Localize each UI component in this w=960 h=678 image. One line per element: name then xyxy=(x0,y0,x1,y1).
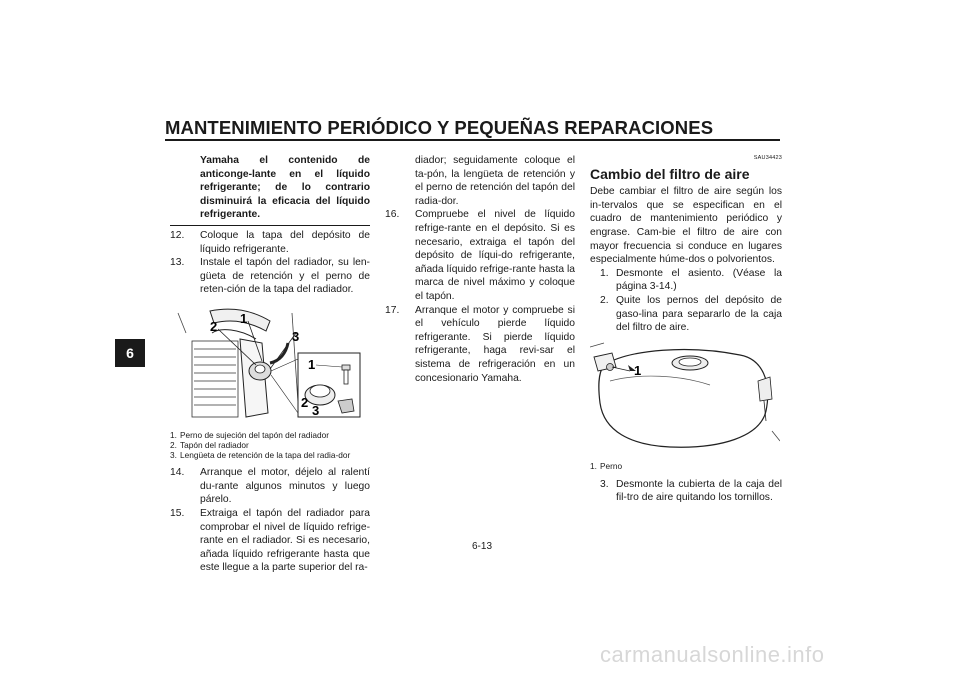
step-12 xyxy=(170,229,370,256)
step-number: 16. xyxy=(385,209,400,221)
step-13 xyxy=(170,256,370,297)
step-number: 12. xyxy=(170,229,185,241)
step-text: Quite los pernos del depósito de gaso-lina para separarlo de la caja del filtro de aire. xyxy=(616,294,782,334)
caption-number: 3. xyxy=(170,449,177,460)
step-number: 13. xyxy=(170,257,185,269)
step-number: 2. xyxy=(600,294,609,306)
step-text: Compruebe el nivel de líquido refrige-rante en el depósito. Si es necesario, extraiga el tapón del depósito de líqui-do refrigerante, añada líquido refrige-rante hasta la marca de nivel máximo y coloque el tapón. xyxy=(415,209,575,302)
caption-text: Lengüeta de retención de la tapa del radia-dor xyxy=(180,449,351,460)
step-number: 17. xyxy=(385,304,400,316)
section-intro: Debe cambiar el filtro de aire según los in-tervalos que se especifican en el cuadro de mantenimiento periódico y engrase. Cam-bie el filtro de aire con mayor frecuencia si conduce en lugares especialmente húme-dos o polvorientos. xyxy=(590,186,782,266)
caption-number: 1. xyxy=(590,461,597,472)
step-3 xyxy=(590,478,782,505)
section-heading: Cambio del filtro de aire xyxy=(590,165,750,182)
inset-callout-2: 2 xyxy=(301,394,309,410)
step-text: Extraiga el tapón del radiador para comprobar el nivel de líquido refrige-rante en el radiador. Si es necesario, añada líquido refrigerante hasta que este llegue a la parte superior del ra- xyxy=(200,507,370,574)
step-number: 15. xyxy=(170,507,185,519)
step-number: 3. xyxy=(600,478,609,490)
step-16 xyxy=(385,208,575,303)
caption-text: Tapón del radiador xyxy=(180,439,249,450)
callout-1: 1 xyxy=(240,310,248,326)
callout-1: 1 xyxy=(634,362,642,378)
caption-number: 2. xyxy=(170,439,177,450)
column-1 xyxy=(170,154,370,575)
step-text: Arranque el motor y compruebe si el vehículo pierde líquido refrigerante. Si pierde líquido refrigerante, haga revi-sar el sistema de refrigeración en un concesionario Yamaha. xyxy=(415,304,575,384)
step-14 xyxy=(170,466,370,507)
step-1 xyxy=(590,267,782,294)
figure-captions xyxy=(170,430,370,461)
warning-text: Yamaha el contenido de anticonge-lante en el líquido refrigerante; de lo contrario disminuirá la eficacia del líquido refrigerante. xyxy=(200,155,370,221)
figure-caption xyxy=(590,461,782,471)
step-15 xyxy=(170,507,370,575)
section-code: SAU34423 xyxy=(753,155,782,161)
watermark: carmanualsonline.info xyxy=(600,642,825,667)
radiator-cap-figure xyxy=(170,303,370,426)
inset-callout-1: 1 xyxy=(308,356,316,372)
column-3 xyxy=(590,152,782,505)
step-text: Desmonte la cubierta de la caja del fil-tro de aire quitando los tornillos. xyxy=(616,478,782,504)
step-text: Instale el tapón del radiador, su len-güeta de retención y el perno de reten-ción de la tapa del radiador. xyxy=(200,257,370,296)
step-17 xyxy=(385,304,575,386)
caption-item xyxy=(170,430,370,440)
step-text: diador; seguidamente coloque el ta-pón, la lengüeta de retención y el perno de retención del tapón del radia-dor. xyxy=(415,155,575,207)
page-title: MANTENIMIENTO PERIÓDICO Y PEQUEÑAS REPARACIONES xyxy=(165,117,714,138)
caption-number: 1. xyxy=(170,429,177,440)
step-number: 1. xyxy=(600,267,609,279)
step-text: Desmonte el asiento. (Véase la página 3-14.) xyxy=(616,267,782,293)
caption-item xyxy=(590,461,782,471)
title-rule xyxy=(165,139,780,141)
inset-callout-3: 3 xyxy=(312,402,320,418)
caption-item xyxy=(170,440,370,450)
caption-text: Perno de sujeción del tapón del radiador xyxy=(180,429,329,440)
chapter-tab: 6 xyxy=(115,339,145,367)
page-number: 6-13 xyxy=(471,541,492,552)
callout-2: 2 xyxy=(210,318,218,334)
callout-3: 3 xyxy=(292,328,300,344)
column-2 xyxy=(385,154,575,385)
fuel-tank-illustration xyxy=(590,341,780,453)
caption-text: Perno xyxy=(600,461,623,472)
warning-rule xyxy=(170,225,370,226)
step-text: Coloque la tapa del depósito de líquido refrigerante. xyxy=(200,229,370,255)
caption-item xyxy=(170,450,370,460)
step-15-continued xyxy=(385,154,575,208)
step-2 xyxy=(590,294,782,335)
radiator-illustration xyxy=(170,303,365,421)
fuel-tank-figure xyxy=(590,341,782,458)
step-text: Arranque el motor, déjelo al ralentí du-rante algunos minutos y luego párelo. xyxy=(200,467,370,506)
step-number: 14. xyxy=(170,467,185,479)
